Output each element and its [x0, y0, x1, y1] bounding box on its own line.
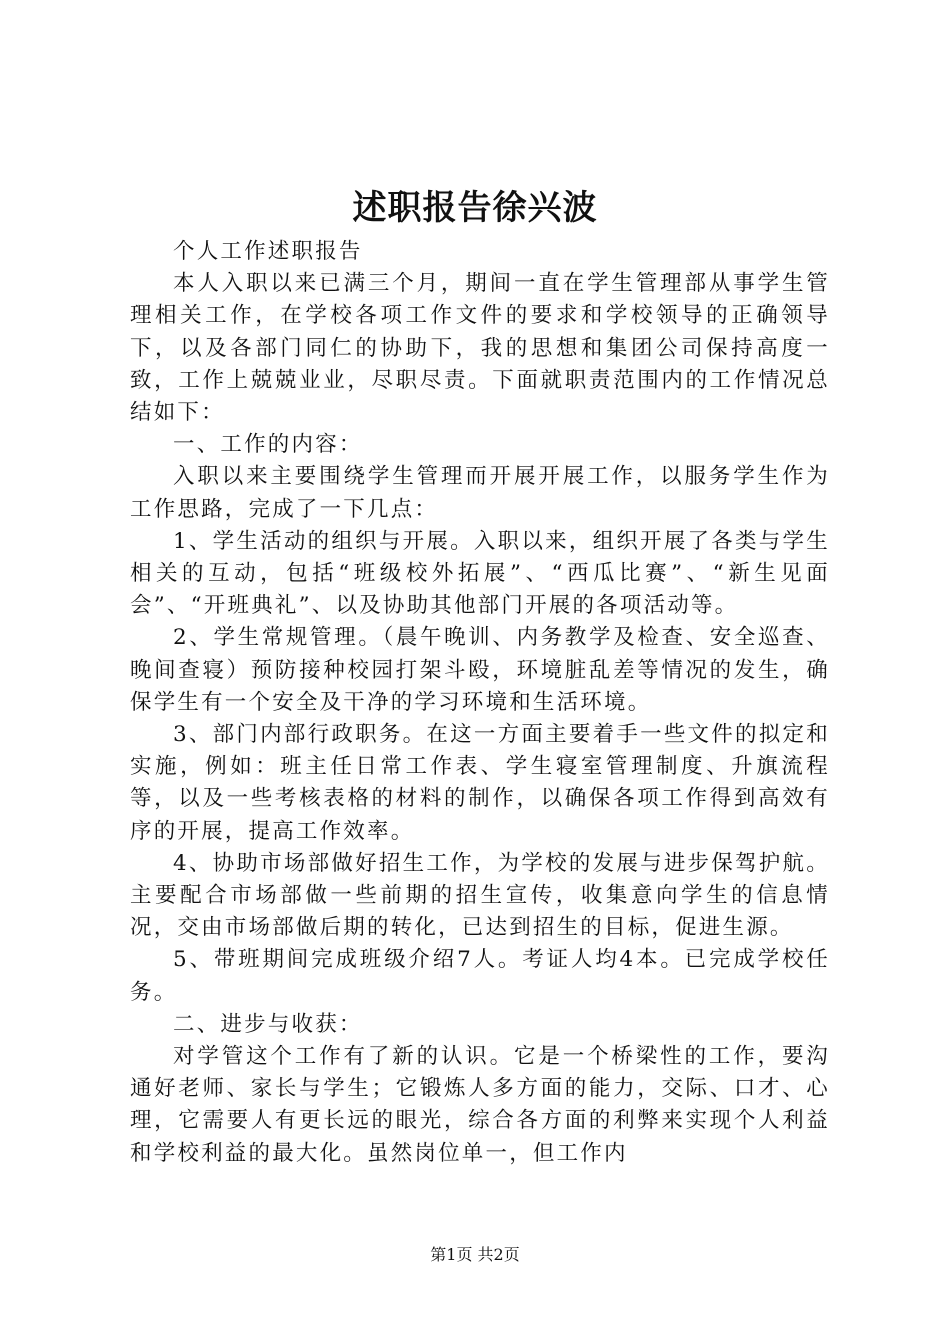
paragraph-progress: 对学管这个工作有了新的认识。它是一个桥梁性的工作，要沟通好老师、家长与学生；它锻炼人多方面的能力，交际、口才、心理，它需要人有更长远的眼光，综合各方面的利弊来实现个人利益和学校利益的最大化。虽然岗位单一，但工作内 [130, 1044, 830, 1166]
paragraph-item-1: 1、学生活动的组织与开展。入职以来，组织开展了各类与学生相关的互动，包括“班级校外拓展”、“西瓜比赛”、“新生见面会”、“开班典礼”、以及协助其他部门开展的各项活动等。 [130, 528, 830, 619]
paragraph-item-5: 5、带班期间完成班级介绍7人。考证人均4本。已完成学校任务。 [130, 947, 830, 1005]
paragraph-heading: 个人工作述职报告 [173, 239, 363, 264]
paragraph-work-overview: 入职以来主要围绕学生管理而开展开展工作，以服务学生作为工作思路，完成了一下几点： [130, 464, 830, 522]
paragraph-item-2: 2、学生常规管理。（晨午晚训、内务教学及检查、安全巡查、晚间查寝）预防接种校园打架斗殴，环境脏乱差等情况的发生，确保学生有一个安全及干净的学习环境和生活环境。 [130, 625, 830, 715]
paragraph-intro: 本人入职以来已满三个月，期间一直在学生管理部从事学生管理相关工作，在学校各项工作文件的要求和学校领导的正确领导下，以及各部门同仁的协助下，我的思想和集团公司保持高度一致，工作上兢兢业业，尽职尽责。下面就职责范围内的工作情况总结如下： [130, 271, 830, 426]
paragraph-item-3: 3、部门内部行政职务。在这一方面主要着手一些文件的拟定和实施，例如：班主任日常工作表、学生寝室管理制度、升旗流程等，以及一些考核表格的材料的制作，以确保各项工作得到高效有序的开展，提高工作效率。 [130, 722, 830, 844]
document-body [130, 236, 830, 1170]
page-footer: 第1页 共2页 [430, 1245, 520, 1264]
section-heading-work-content: 一、工作的内容： [173, 432, 363, 458]
section-heading-progress: 二、进步与收获： [173, 1011, 363, 1037]
paragraph-item-4: 4、协助市场部做好招生工作，为学校的发展与进步保驾护航。主要配合市场部做一些前期的招生宣传，收集意向学生的信息情况，交由市场部做后期的转化，已达到招生的目标，促进生源。 [130, 850, 830, 941]
document-title: 述职报告徐兴波 [352, 188, 598, 228]
